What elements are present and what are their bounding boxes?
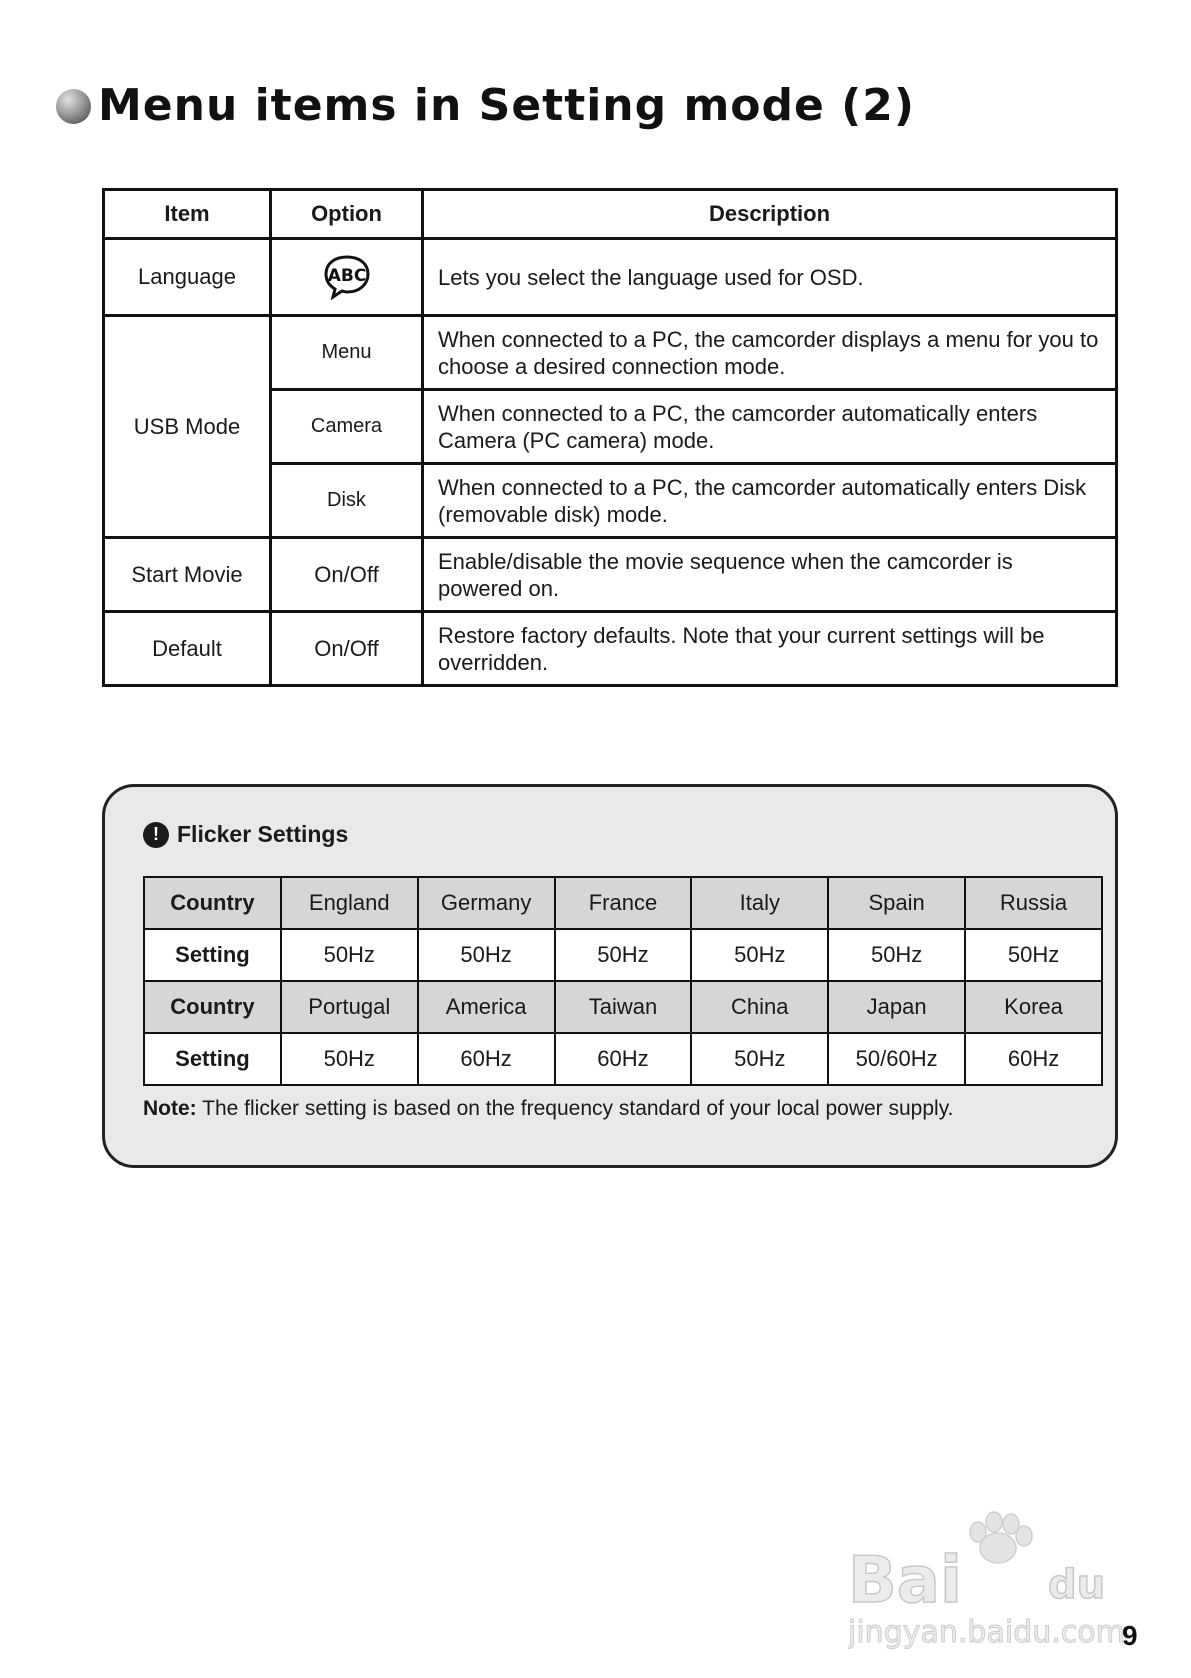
svg-text:du: du bbox=[1048, 1562, 1106, 1608]
option-default: On/Off bbox=[271, 612, 423, 686]
flicker-country-row-1 bbox=[144, 877, 1102, 929]
description-usb-menu: When connected to a PC, the camcorder displays a menu for you to choose a desired connection mode. bbox=[423, 316, 1117, 390]
flicker-title: Flicker Settings bbox=[177, 821, 349, 847]
item-usb-mode: USB Mode bbox=[104, 316, 271, 538]
option-usb-camera: Camera bbox=[271, 390, 423, 464]
description-usb-camera: When connected to a PC, the camcorder automatically enters Camera (PC camera) mode. bbox=[423, 390, 1117, 464]
description-language: Lets you select the language used for OSD. bbox=[423, 239, 1117, 316]
country-cell: Japan bbox=[828, 981, 965, 1033]
title-bullet-icon bbox=[56, 89, 91, 124]
svg-text:ABC: ABC bbox=[327, 266, 366, 286]
setting-cell: 50Hz bbox=[965, 929, 1102, 981]
header-option: Option bbox=[271, 190, 423, 239]
note-text: The flicker setting is based on the frequency standard of your local power supply. bbox=[196, 1097, 954, 1120]
header-item: Item bbox=[104, 190, 271, 239]
flicker-setting-row-2 bbox=[144, 1033, 1102, 1085]
description-usb-disk: When connected to a PC, the camcorder automatically enters Disk (removable disk) mode. bbox=[423, 464, 1117, 538]
option-language bbox=[271, 239, 423, 316]
setting-cell: 50Hz bbox=[691, 1033, 828, 1085]
table-header-row bbox=[104, 190, 1117, 239]
country-cell: Portugal bbox=[281, 981, 418, 1033]
table-row-default bbox=[104, 612, 1117, 686]
setting-cell: 60Hz bbox=[965, 1033, 1102, 1085]
svg-text:jingyan.baidu.com: jingyan.baidu.com bbox=[848, 1615, 1125, 1650]
exclamation-icon: ! bbox=[143, 822, 169, 848]
flicker-table bbox=[143, 876, 1103, 1086]
option-usb-disk: Disk bbox=[271, 464, 423, 538]
setting-cell: 60Hz bbox=[418, 1033, 555, 1085]
svg-text:Bai: Bai bbox=[848, 1544, 962, 1618]
page-number: 9 bbox=[1122, 1620, 1138, 1651]
abc-language-icon bbox=[322, 254, 372, 300]
option-start-movie: On/Off bbox=[271, 538, 423, 612]
country-cell: Germany bbox=[418, 877, 555, 929]
item-language: Language bbox=[104, 239, 271, 316]
country-cell: England bbox=[281, 877, 418, 929]
flicker-note bbox=[143, 1097, 953, 1121]
setting-cell: 50Hz bbox=[281, 929, 418, 981]
country-cell: Taiwan bbox=[555, 981, 692, 1033]
country-label: Country bbox=[144, 981, 281, 1033]
country-cell: Korea bbox=[965, 981, 1102, 1033]
setting-cell: 50/60Hz bbox=[828, 1033, 965, 1085]
description-start-movie: Enable/disable the movie sequence when the camcorder is powered on. bbox=[423, 538, 1117, 612]
country-cell: Russia bbox=[965, 877, 1102, 929]
menu-items-table bbox=[102, 188, 1118, 687]
setting-cell: 50Hz bbox=[555, 929, 692, 981]
description-default: Restore factory defaults. Note that your current settings will be overridden. bbox=[423, 612, 1117, 686]
page-title: Menu items in Setting mode (2) bbox=[98, 80, 916, 131]
flicker-setting-row-1 bbox=[144, 929, 1102, 981]
flicker-country-row-2 bbox=[144, 981, 1102, 1033]
country-cell: France bbox=[555, 877, 692, 929]
country-cell: China bbox=[691, 981, 828, 1033]
baidu-watermark-logo bbox=[848, 1510, 1128, 1650]
setting-cell: 50Hz bbox=[691, 929, 828, 981]
country-cell: Spain bbox=[828, 877, 965, 929]
setting-cell: 50Hz bbox=[828, 929, 965, 981]
country-cell: America bbox=[418, 981, 555, 1033]
setting-cell: 60Hz bbox=[555, 1033, 692, 1085]
flicker-settings-panel bbox=[102, 784, 1118, 1168]
note-label: Note: bbox=[143, 1097, 197, 1120]
country-label: Country bbox=[144, 877, 281, 929]
setting-cell: 50Hz bbox=[281, 1033, 418, 1085]
table-row-start-movie bbox=[104, 538, 1117, 612]
table-row-usb-menu bbox=[104, 316, 1117, 390]
setting-cell: 50Hz bbox=[418, 929, 555, 981]
table-row-language bbox=[104, 239, 1117, 316]
country-cell: Italy bbox=[691, 877, 828, 929]
option-usb-menu: Menu bbox=[271, 316, 423, 390]
flicker-header bbox=[143, 821, 348, 848]
setting-label: Setting bbox=[144, 1033, 281, 1085]
header-description: Description bbox=[423, 190, 1117, 239]
item-default: Default bbox=[104, 612, 271, 686]
item-start-movie: Start Movie bbox=[104, 538, 271, 612]
setting-label: Setting bbox=[144, 929, 281, 981]
